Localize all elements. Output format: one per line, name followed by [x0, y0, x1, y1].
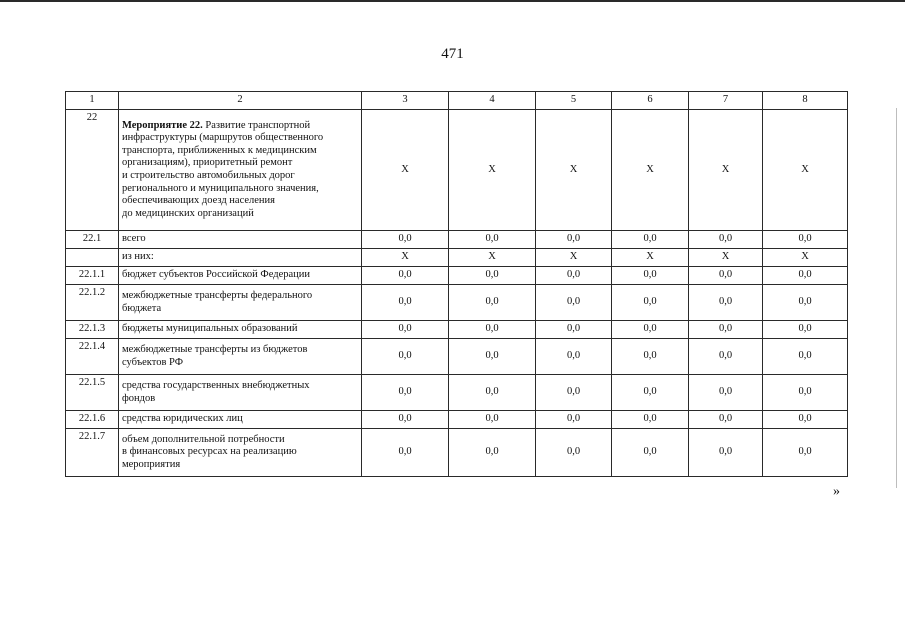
row-value: 0,0 — [449, 321, 536, 339]
page-top-edge — [0, 0, 905, 2]
row-value: 0,0 — [536, 321, 612, 339]
row-label — [119, 339, 362, 375]
row-label-line: субъектов РФ — [122, 356, 184, 368]
header-cell: 1 — [66, 92, 119, 110]
table-row — [66, 339, 848, 375]
row-value: 0,0 — [612, 285, 689, 321]
row-label-line: бюджет субъектов Российской Федерации — [122, 269, 310, 281]
row-value: 0,0 — [612, 267, 689, 285]
measure-title-line: инфраструктуры (маршрутов общественного — [122, 132, 324, 144]
row-label-line: средства государственных внебюджетных — [122, 379, 310, 391]
row-value: Х — [763, 249, 848, 267]
measure-value: Х — [536, 110, 612, 231]
header-cell: 7 — [689, 92, 763, 110]
row-value: 0,0 — [362, 339, 449, 375]
row-value: 0,0 — [612, 429, 689, 477]
scan-edge-line — [896, 108, 897, 488]
row-value: 0,0 — [763, 375, 848, 411]
row-label — [119, 231, 362, 249]
row-label — [119, 429, 362, 477]
row-value: 0,0 — [763, 321, 848, 339]
row-value: 0,0 — [536, 285, 612, 321]
page-number: 471 — [441, 46, 464, 62]
header-cell: 2 — [119, 92, 362, 110]
row-value: 0,0 — [362, 285, 449, 321]
row-value: 0,0 — [449, 429, 536, 477]
table-row — [66, 285, 848, 321]
row-number: 22.1 — [66, 231, 119, 249]
row-value: 0,0 — [362, 267, 449, 285]
row-value: Х — [362, 249, 449, 267]
row-label-line: мероприятия — [122, 458, 181, 470]
row-value: Х — [689, 249, 763, 267]
row-value: 0,0 — [362, 375, 449, 411]
row-number: 22.1.1 — [66, 267, 119, 285]
measure-title-line: организациям), приоритетный ремонт — [122, 157, 293, 169]
row-number: 22.1.4 — [66, 339, 119, 375]
header-cell: 6 — [612, 92, 689, 110]
row-label — [119, 375, 362, 411]
row-value: 0,0 — [362, 429, 449, 477]
table-row — [66, 267, 848, 285]
header-row — [66, 92, 848, 110]
row-value: 0,0 — [449, 411, 536, 429]
row-value: 0,0 — [449, 375, 536, 411]
row-value: 0,0 — [536, 429, 612, 477]
row-label-line: из них: — [122, 251, 154, 263]
measure-title-line: обеспечивающих доезд населения — [122, 195, 275, 207]
row-value: 0,0 — [763, 267, 848, 285]
row-value: 0,0 — [689, 411, 763, 429]
row-label-line: межбюджетные трансферты федерального — [122, 289, 313, 301]
row-value: 0,0 — [449, 285, 536, 321]
row-number: 22.1.5 — [66, 375, 119, 411]
row-value: 0,0 — [536, 339, 612, 375]
row-value: 0,0 — [612, 321, 689, 339]
row-value: 0,0 — [612, 339, 689, 375]
measure-value: Х — [362, 110, 449, 231]
row-label-line: межбюджетные трансферты из бюджетов — [122, 343, 308, 355]
row-label-line: объем дополнительной потребности — [122, 433, 285, 445]
row-value: 0,0 — [536, 375, 612, 411]
row-value: 0,0 — [362, 231, 449, 249]
row-value: 0,0 — [612, 411, 689, 429]
row-value: 0,0 — [449, 267, 536, 285]
measure-number: 22 — [66, 110, 119, 231]
closing-quote: » — [833, 484, 840, 499]
table-row — [66, 375, 848, 411]
row-label-line: всего — [122, 233, 146, 245]
row-value: 0,0 — [763, 339, 848, 375]
row-label-line: фондов — [122, 392, 156, 404]
row-value: 0,0 — [362, 411, 449, 429]
header-cell: 5 — [536, 92, 612, 110]
row-value: 0,0 — [689, 375, 763, 411]
row-value: 0,0 — [689, 321, 763, 339]
row-value: Х — [612, 249, 689, 267]
measure-title-bold: Мероприятие 22. — [122, 119, 203, 131]
row-value: Х — [536, 249, 612, 267]
row-value: 0,0 — [449, 339, 536, 375]
measure-title-line: до медицинских организаций — [122, 207, 254, 219]
measure-title — [119, 110, 362, 231]
header-cell: 4 — [449, 92, 536, 110]
measure-value: Х — [763, 110, 848, 231]
row-number — [66, 249, 119, 267]
table-row — [66, 321, 848, 339]
row-number: 22.1.6 — [66, 411, 119, 429]
table-row — [66, 231, 848, 249]
row-label — [119, 411, 362, 429]
row-value: 0,0 — [536, 231, 612, 249]
measure-title-line: и строительство автомобильных дорог — [122, 170, 295, 181]
header-cell: 8 — [763, 92, 848, 110]
row-number: 22.1.2 — [66, 285, 119, 321]
row-value: 0,0 — [689, 429, 763, 477]
row-label-line: в финансовых ресурсах на реализацию — [122, 446, 297, 458]
row-number: 22.1.7 — [66, 429, 119, 477]
row-value: 0,0 — [763, 285, 848, 321]
measure-title-line: Развитие транспортной — [205, 119, 311, 131]
row-value: 0,0 — [763, 429, 848, 477]
row-value: 0,0 — [763, 231, 848, 249]
row-value: 0,0 — [689, 231, 763, 249]
row-value: 0,0 — [536, 411, 612, 429]
row-label — [119, 267, 362, 285]
table-body — [66, 92, 848, 477]
row-value: 0,0 — [763, 411, 848, 429]
measure-title-line: регионального и муниципального значения, — [122, 182, 319, 194]
row-number: 22.1.3 — [66, 321, 119, 339]
row-label-line: средства юридических лиц — [122, 413, 243, 425]
row-value: 0,0 — [689, 285, 763, 321]
row-value: 0,0 — [362, 321, 449, 339]
row-value: 0,0 — [612, 231, 689, 249]
row-value: 0,0 — [689, 267, 763, 285]
measure-row — [66, 110, 848, 231]
financing-table — [65, 91, 848, 477]
measure-value: Х — [612, 110, 689, 231]
row-label — [119, 249, 362, 267]
table-row — [66, 429, 848, 477]
table-row — [66, 249, 848, 267]
table-row — [66, 411, 848, 429]
row-label-line: бюджета — [122, 302, 162, 314]
measure-value: Х — [689, 110, 763, 231]
header-cell: 3 — [362, 92, 449, 110]
row-label — [119, 285, 362, 321]
row-label — [119, 321, 362, 339]
measure-value: Х — [449, 110, 536, 231]
row-value: Х — [449, 249, 536, 267]
measure-title-line: транспорта, приближенных к медицинским — [122, 144, 317, 156]
row-label-line: бюджеты муниципальных образований — [122, 323, 298, 335]
row-value: 0,0 — [612, 375, 689, 411]
row-value: 0,0 — [689, 339, 763, 375]
row-value: 0,0 — [536, 267, 612, 285]
row-value: 0,0 — [449, 231, 536, 249]
